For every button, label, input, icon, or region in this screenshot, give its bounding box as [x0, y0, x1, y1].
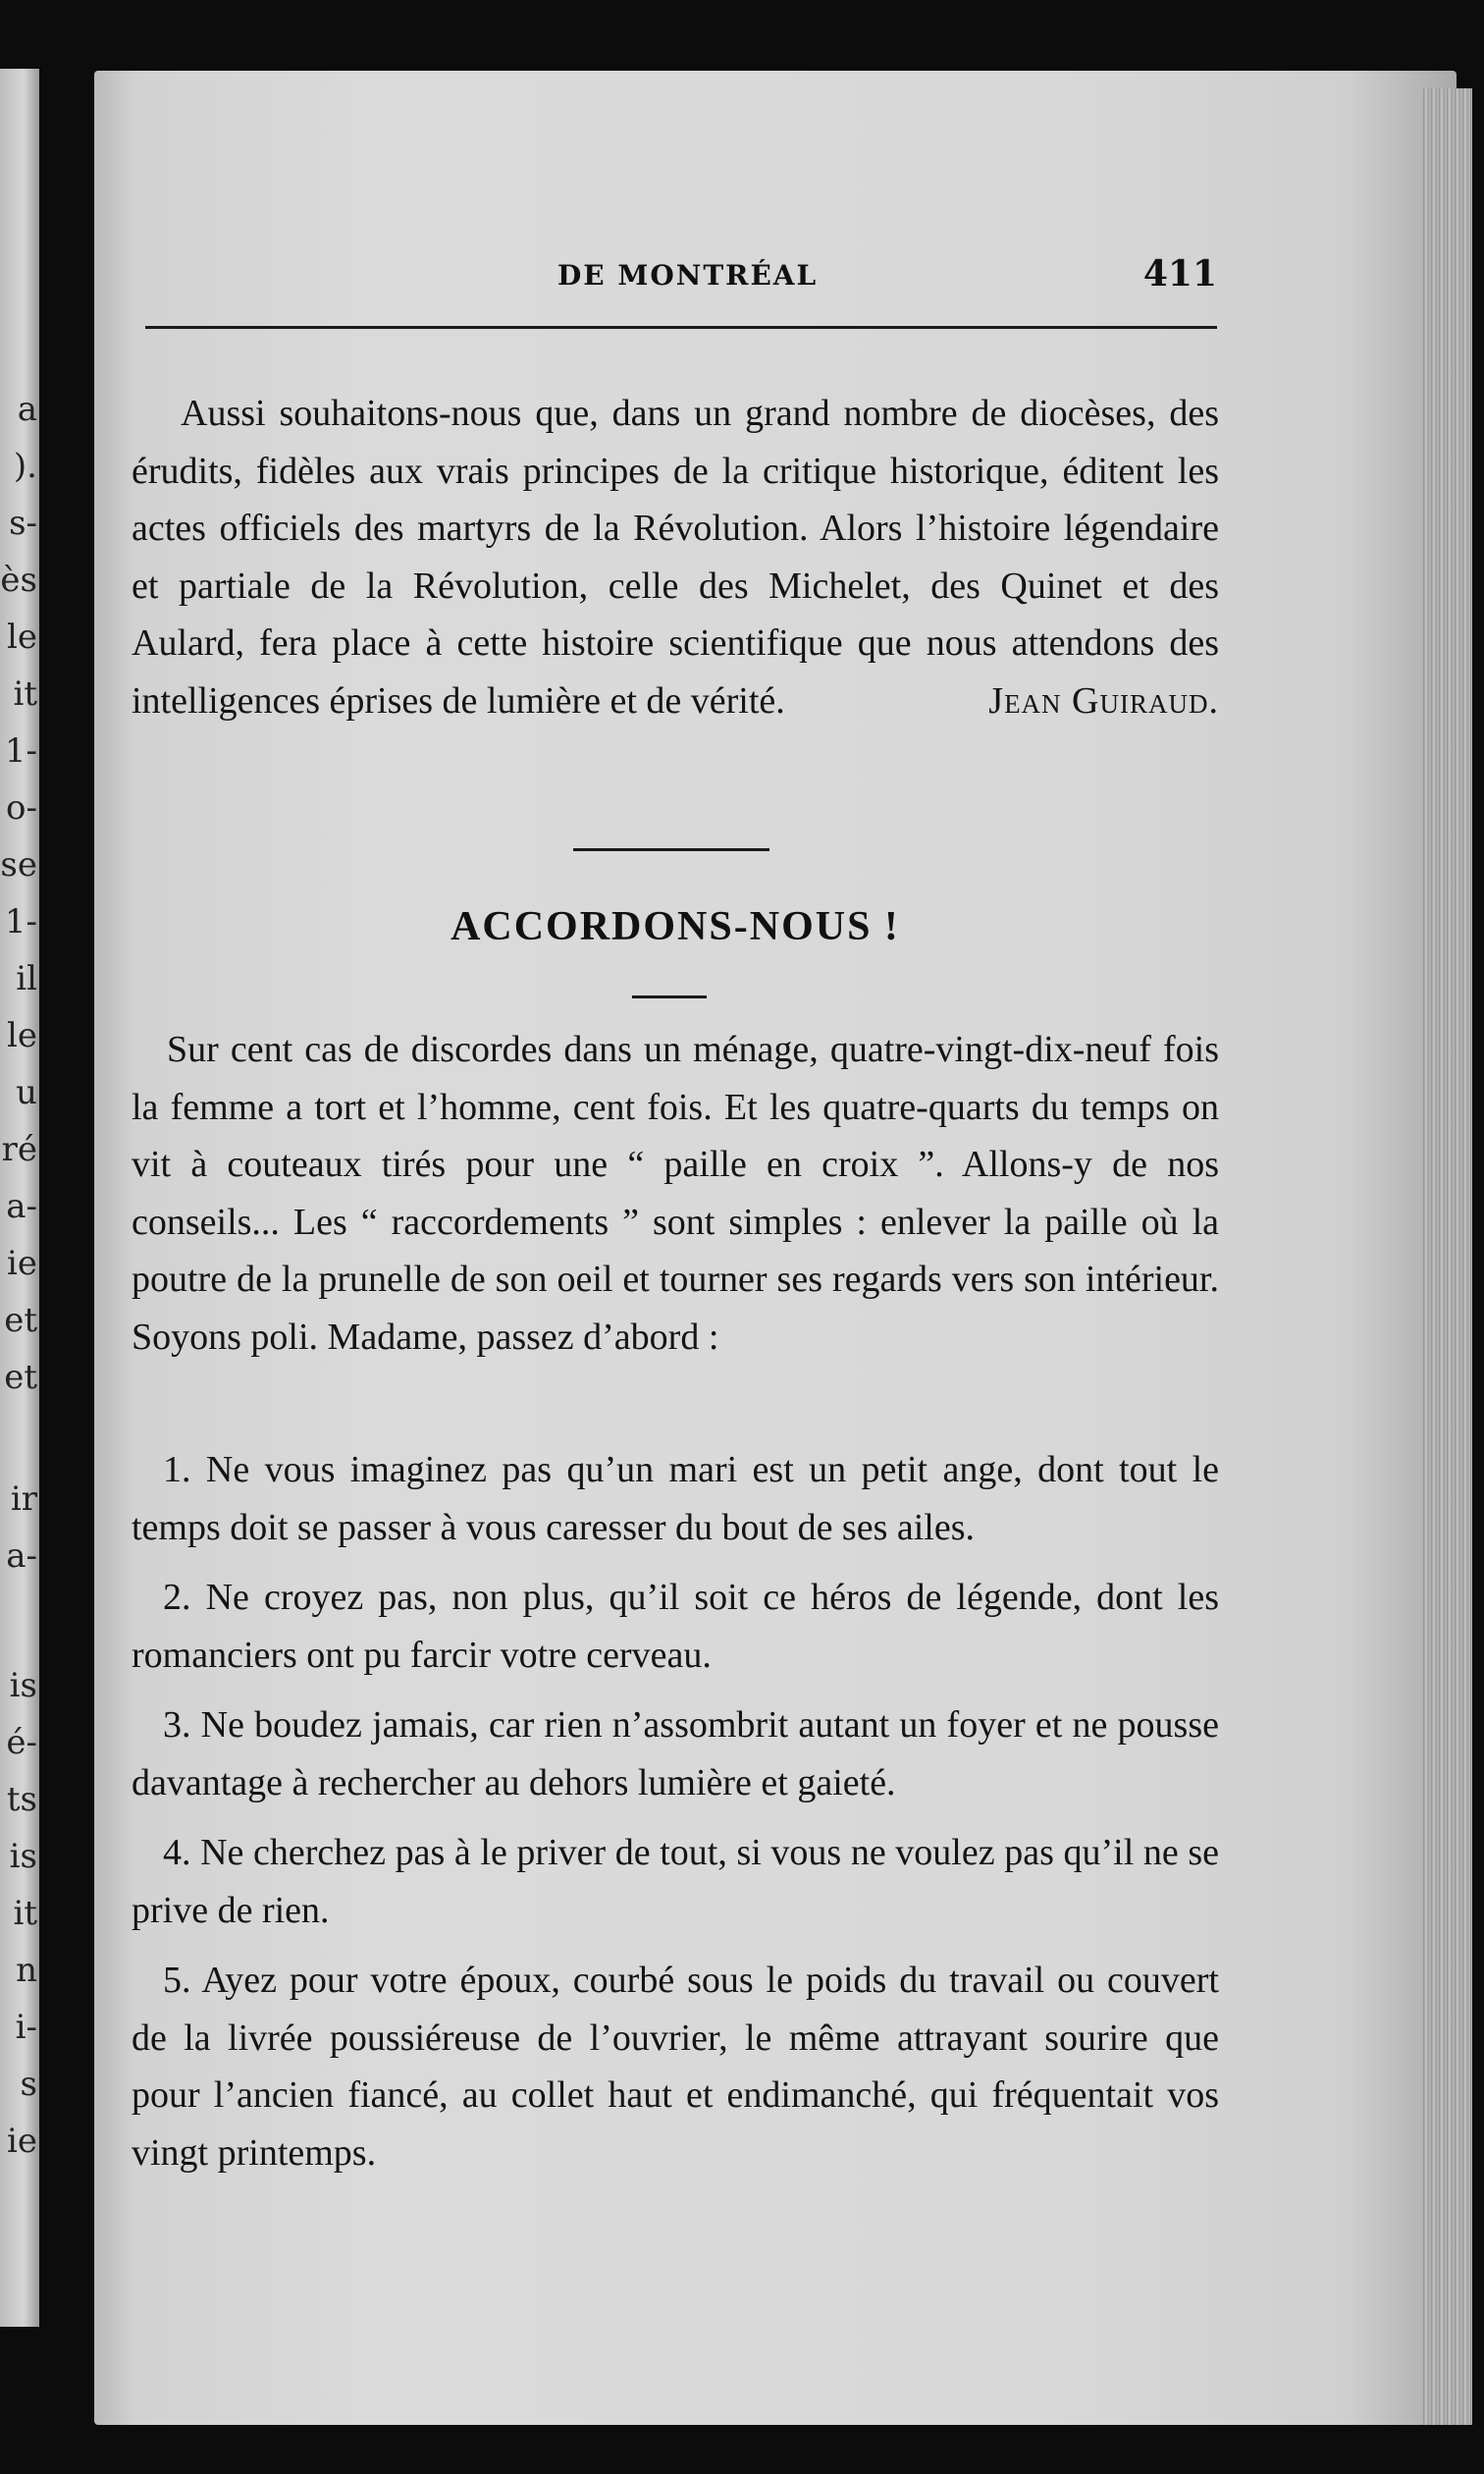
- margin-fragment: u: [16, 1073, 37, 1112]
- margin-fragment: ie: [7, 1244, 37, 1283]
- margin-fragment: et: [4, 1358, 37, 1397]
- section-heading: ACCORDONS-NOUS !: [450, 904, 900, 949]
- list-item: 2. Ne croyez pas, non plus, qu’il soit ce héros de légende, dont les romanciers ont pu farcir votre cerveau.: [132, 1577, 1219, 1676]
- list-item: 5. Ayez pour votre époux, courbé sous le poids du travail ou couvert de la livrée poussiéreuse de l’ouvrier, le même attrayant sourire que pour l’ancien fiancé, au collet haut et endimanché, qui fréquentait vos vingt printemps.: [132, 1960, 1219, 2174]
- margin-fragment: ).: [13, 447, 37, 486]
- margin-fragment: is: [9, 1837, 37, 1876]
- margin-fragment: ès: [0, 561, 37, 600]
- article-closing-paragraph: [132, 385, 1219, 729]
- margin-fragment: it: [13, 1894, 37, 1933]
- list-item: 3. Ne boudez jamais, car rien n’assombrit autant un foyer et ne pousse davantage à rechercher au dehors lumière et gaieté.: [132, 1704, 1219, 1803]
- margin-fragment: é-: [6, 1723, 37, 1762]
- margin-fragment: i-: [15, 2008, 37, 2047]
- margin-fragment: a: [17, 390, 37, 429]
- facing-page-edge: [0, 69, 39, 2327]
- margin-fragment: le: [7, 1016, 37, 1055]
- paragraph-text: Aussi souhaitons-nous que, dans un grand nombre de diocèses, des érudits, fidèles aux vrais principes de la critique historique, éditent les actes officiels des martyrs de la Révolution. Alors l’histoire légendaire et partiale de la Révolution, celle des Michelet, des Quinet et des Aulard, fera place à cette histoire scientifique que nous attendons des intelligences éprises de lumière et de vérité.: [132, 393, 1219, 722]
- margin-fragment: et: [4, 1301, 37, 1340]
- margin-fragment: is: [9, 1666, 37, 1705]
- margin-fragment: it: [13, 674, 37, 714]
- page-edge-stack: [1423, 88, 1472, 2425]
- margin-fragment: ie: [7, 2122, 37, 2161]
- margin-fragment: n: [16, 1951, 37, 1990]
- author-signature: Jean Guiraud.: [988, 679, 1219, 722]
- heading-underline: [632, 995, 707, 998]
- margin-fragment: ré: [1, 1130, 37, 1169]
- margin-fragment: se: [0, 845, 37, 885]
- advice-list: [132, 1441, 1219, 2194]
- page-number: 411: [1142, 253, 1217, 295]
- margin-fragment: ts: [6, 1780, 37, 1819]
- margin-fragment: 1-: [4, 902, 37, 941]
- list-item: 4. Ne cherchez pas à le priver de tout, si vous ne voulez pas qu’il ne se prive de rien.: [132, 1832, 1219, 1931]
- margin-fragment: a-: [6, 1187, 37, 1226]
- section-separator: [573, 848, 769, 851]
- margin-fragment: s: [20, 2065, 37, 2104]
- margin-fragment: le: [7, 618, 37, 657]
- section-intro-paragraph: Sur cent cas de discordes dans un ménage, quatre-vingt-dix-neuf fois la femme a tort et l’homme, cent fois. Et les quatre-quarts du temps on vit à couteaux tirés pour une “ paille en croix ”. Allons-y de nos conseils... Les “ raccordements ” sont simples : enlever la paille où la poutre de la prunelle de son oeil et tourner ses regards vers son intérieur. Soyons poli. Madame, passez d’abord :: [132, 1029, 1219, 1358]
- running-title: DE MONTRÉAL: [557, 259, 819, 292]
- margin-fragment: o-: [6, 788, 37, 828]
- margin-fragment: il: [16, 959, 37, 998]
- margin-fragment: 1-: [4, 731, 37, 771]
- margin-fragment: ir: [10, 1479, 37, 1519]
- list-item: 1. Ne vous imaginez pas qu’un mari est un petit ange, dont tout le temps doit se passer à vous caresser du bout de ses ailes.: [132, 1449, 1219, 1548]
- margin-fragment: s-: [9, 504, 37, 543]
- header-rule: [145, 326, 1217, 329]
- margin-fragment: a-: [6, 1536, 37, 1576]
- page-header: [145, 253, 1217, 312]
